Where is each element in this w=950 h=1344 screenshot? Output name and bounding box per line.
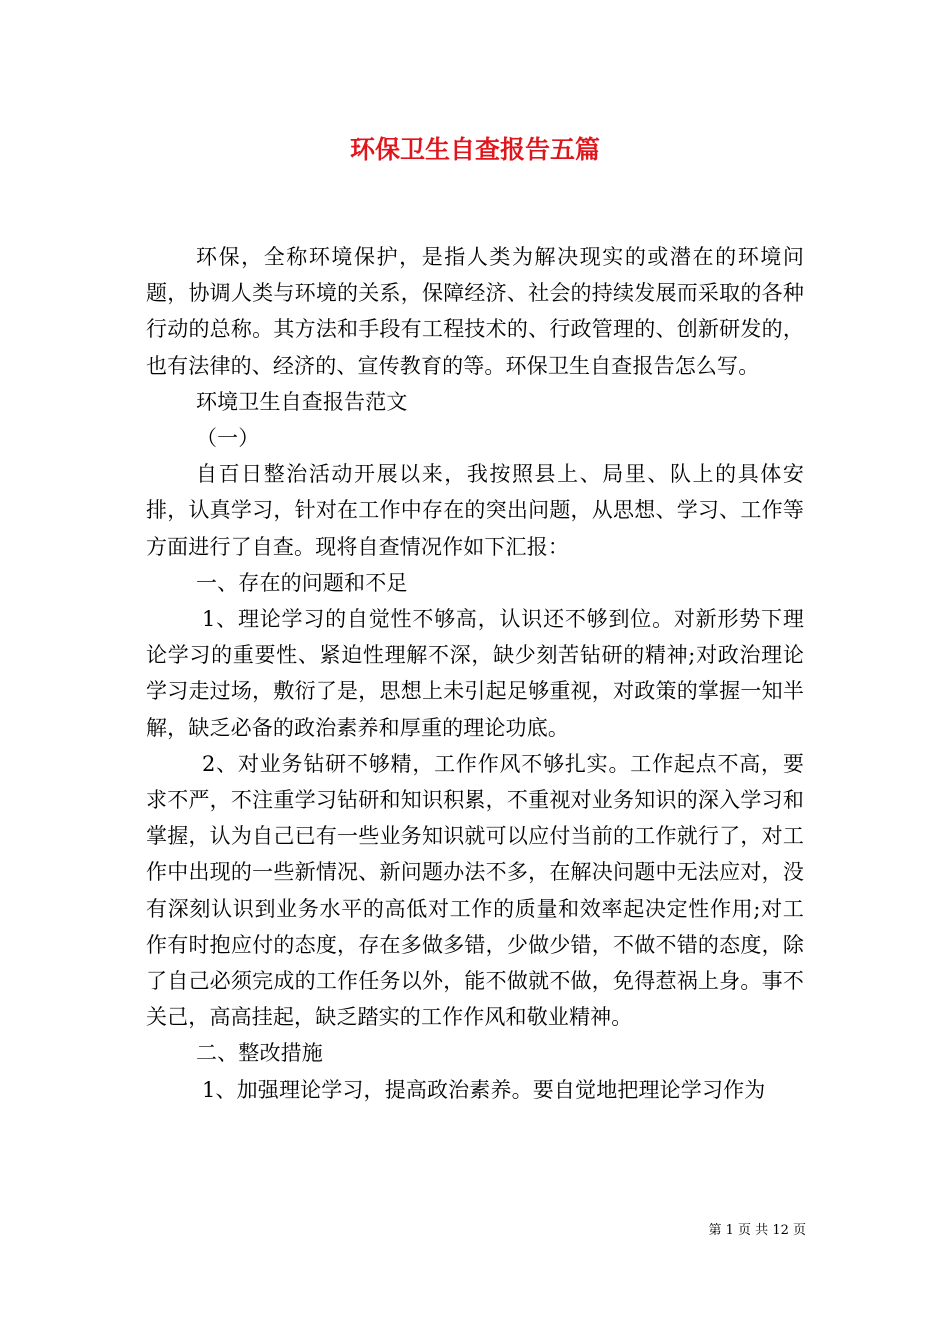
paragraph-problem-1: 1、理论学习的自觉性不够高，认识还不够到位。对新形势下理论学习的重要性、紧迫性理解不深，缺少刻苦钻研的精神;对政治理论学习走过场，敷衍了是，思想上未引起足够重视，对政策的掌握一知半解，缺乏必备的政治素养和厚重的理论功底。 bbox=[146, 607, 804, 740]
heading-problems: 一、存在的问题和不足 bbox=[196, 570, 408, 595]
paragraph-overview: 自百日整治活动开展以来，我按照县上、局里、队上的具体安排，认真学习，针对在工作中存在的突出问题，从思想、学习、工作等方面进行了自查。现将自查情况作如下汇报： bbox=[146, 462, 804, 559]
paragraph-intro: 环保，全称环境保护，是指人类为解决现实的或潜在的环境问题，协调人类与环境的关系，保障经济、社会的持续发展而采取的各种行动的总称。其方法和手段有工程技术的、行政管理的、创新研发的，也有法律的、经济的、宣传教育的等。环保卫生自查报告怎么写。 bbox=[146, 245, 804, 378]
section-heading-sample: 环境卫生自查报告范文 bbox=[196, 389, 408, 414]
paragraph-measure-1: 1、加强理论学习，提高政治素养。要自觉地把理论学习作为 bbox=[202, 1077, 766, 1102]
section-number-one: （一） bbox=[196, 426, 260, 451]
document-body bbox=[146, 239, 804, 1108]
heading-measures: 二、整改措施 bbox=[196, 1041, 323, 1066]
document-title: 环保卫生自查报告五篇 bbox=[349, 135, 600, 164]
page-footer: 第 1 页 共 12 页 bbox=[708, 1223, 806, 1238]
paragraph-problem-2: 2、对业务钻研不够精，工作作风不够扎实。工作起点不高，要求不严，不注重学习钻研和知识积累，不重视对业务知识的深入学习和掌握，认为自己已有一些业务知识就可以应付当前的工作就行了，对工作中出现的一些新情况、新问题办法不多，在解决问题中无法应对，没有深刻认识到业务水平的高低对工作的质量和效率起决定性作用;对工作有时抱应付的态度，存在多做多错，少做少错，不做不错的态度，除了自己必须完成的工作任务以外，能不做就不做，免得惹祸上身。事不关己，高高挂起，缺乏踏实的工作作风和敬业精神。 bbox=[146, 751, 804, 1030]
